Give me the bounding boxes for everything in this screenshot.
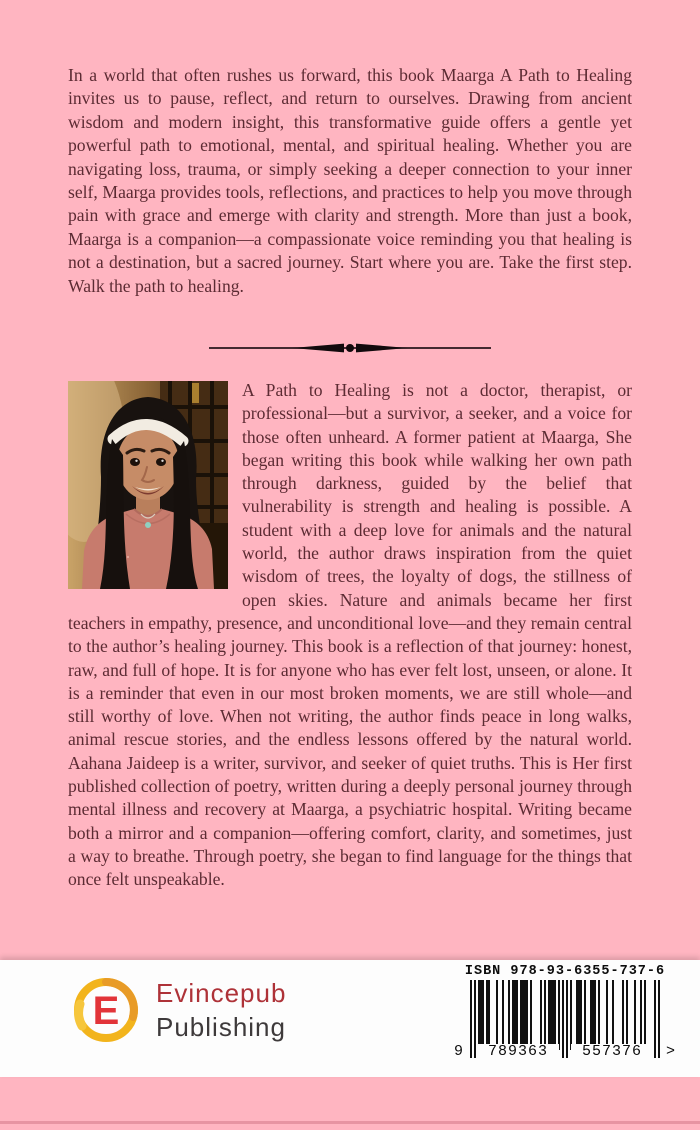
author-section — [68, 379, 632, 892]
barcode-group1: 789363 — [477, 1044, 559, 1060]
author-bio-text: A Path to Healing is not a doctor, therapist, or professional—but a survivor, a seeker, and a voice for those often unheard. A former patient at Maarga, She began writing this book while walking her own path through darkness, guided by the belief that vulnerability is strength and healing is possible. A student with a deep love for animals and the natural world, the author draws inspiration from the quiet wisdom of trees, the loyalty of dogs, the stillness of open skies. Nature and animals became her first teachers in empathy, presence, and unconditional love—and they remain central to the author’s healing journey. This book is a reflection of that journey: honest, raw, and full of hope. It is for anyone who has ever felt lost, unseen, or alone. It is a reminder that even in our most broken moments, we are still whole—and still worthy of love. When not writing, the author finds peace in long walks, animal rescue stories, and the endless lessons offered by the natural world. Aahana Jaideep is a writer, survivor, and seeker of quiet truths. This is Her first published collection of poetry, written during a deeply personal journey through mental illness and recovery at Maarga, a psychiatric hospital. Writing became both a mirror and a companion—offering comfort, clarity, and sometimes, just a way to breathe. Through poetry, she began to find language for the things that once felt unspeakable. — [68, 380, 632, 890]
barcode-group2: 557376 — [571, 1044, 653, 1060]
barcode-digits — [454, 1043, 675, 1060]
isbn-barcode — [450, 962, 680, 1058]
isbn-label: ISBN 978-93-6355-737-6 — [464, 964, 666, 979]
publisher-tagline: Publishing — [156, 1011, 286, 1042]
publisher-band — [0, 960, 700, 1077]
publisher-logo-letter: E — [92, 989, 120, 1033]
publisher-logo-ring-icon — [72, 976, 140, 1044]
synopsis-paragraph: In a world that often rushes us forward, this book Maarga A Path to Healing invites us to pause, reflect, and return to ourselves. Drawing from ancient wisdom and modern insight, this transformative guide offers a gentle yet powerful path to emotional, mental, and spiritual healing. Whether you are navigating loss, trauma, or simply seeking a deeper connection to your inner self, Maarga provides tools, reflections, and practices to help you move through pain with grace and emerge with clarity and strength. More than just a book, Maarga is a companion—a compassionate voice reminding you that healing is not a destination, but a sacred journey. Start where you are. Take the first step. Walk the path to healing. — [68, 65, 632, 296]
barcode-end-marker: > — [665, 1043, 675, 1060]
barcode-lead-digit: 9 — [454, 1043, 464, 1060]
author-photo — [68, 381, 228, 589]
cover-bottom-edge — [0, 1121, 700, 1124]
ornamental-divider-icon — [208, 340, 492, 356]
publisher-name: Evincepub — [156, 977, 287, 1008]
publisher-logo — [72, 976, 286, 1044]
barcode-bars — [454, 980, 675, 1060]
